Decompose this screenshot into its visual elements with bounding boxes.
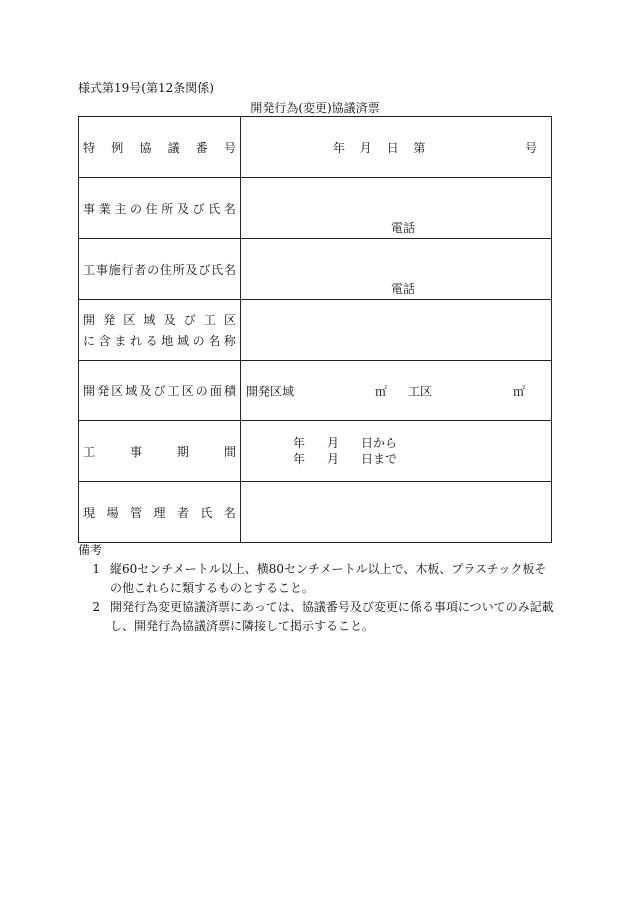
period-label-char: 事 bbox=[129, 444, 142, 459]
owner-label-char: 事 bbox=[83, 201, 96, 216]
owner-label-char: の bbox=[129, 201, 142, 216]
area-name-label-line1-char: 区 bbox=[123, 313, 136, 327]
owner-label-char: 主 bbox=[114, 201, 127, 216]
form-number-label: 様式第19号(第12条関係) bbox=[78, 81, 214, 95]
period-label-char: 期 bbox=[176, 444, 189, 459]
agreement-number-label-char: 例 bbox=[111, 140, 124, 155]
agreement-number-label-char: 番 bbox=[195, 140, 208, 155]
manager-label-char: 現 bbox=[83, 505, 96, 520]
area-name-label-line2-char: の bbox=[192, 334, 205, 348]
work-area-unit: ㎡ bbox=[513, 384, 526, 398]
row-area-size bbox=[79, 361, 552, 421]
owner-label-char: 及 bbox=[176, 201, 189, 216]
agreement-number-label-char: 号 bbox=[223, 140, 236, 155]
notes-heading: 備考 bbox=[78, 543, 103, 557]
label-contractor bbox=[79, 239, 241, 300]
label-site-manager bbox=[79, 482, 241, 543]
label-owner bbox=[79, 178, 241, 239]
agreement-number-label-char: 協 bbox=[139, 140, 152, 155]
row-construction-period bbox=[79, 421, 552, 482]
manager-label-char: 者 bbox=[176, 505, 189, 520]
value-site-manager bbox=[241, 482, 552, 543]
label-area-name bbox=[79, 300, 241, 361]
area-name-label-line2-char: ま bbox=[114, 334, 127, 348]
form-title: 開発行為(変更)協議済票 bbox=[250, 101, 380, 115]
value-owner bbox=[241, 178, 552, 239]
owner-label-char: 氏 bbox=[208, 201, 221, 216]
value-construction-period bbox=[241, 421, 552, 482]
label-area-size bbox=[79, 361, 241, 421]
area-name-label-line2-char: 域 bbox=[176, 334, 189, 348]
owner-label-char: 名 bbox=[223, 201, 236, 216]
area-name-label-line1-char: 開 bbox=[83, 313, 96, 327]
owner-label-char: 住 bbox=[145, 201, 158, 216]
area-name-label-line1-char: 発 bbox=[103, 313, 116, 327]
area-name-label-line2-char: 地 bbox=[161, 334, 174, 348]
area-name-label-line1-char: 域 bbox=[143, 313, 156, 327]
contractor-label-text: 工事施行者の住所及び氏名 bbox=[83, 262, 236, 277]
area-size-label-text: 開発区域及び工区の面積 bbox=[83, 384, 236, 398]
value-area-name bbox=[241, 300, 552, 361]
dev-area-unit: ㎡ bbox=[375, 384, 388, 398]
contractor-phone-label: 電話 bbox=[391, 282, 416, 296]
area-name-label-line1-char: 区 bbox=[223, 313, 236, 327]
row-owner bbox=[79, 178, 552, 239]
note-item: 2 開発行為変更協議済票にあっては、協議番号及び変更に係る事項についてのみ記載し、開発行為協議済票に隣接して掲示すること。 bbox=[92, 600, 554, 633]
area-name-label-line2-char: る bbox=[145, 334, 158, 348]
manager-label-char: 管 bbox=[129, 505, 142, 520]
area-name-label-line2-char: に bbox=[83, 334, 96, 348]
area-name-label-line2-char: 称 bbox=[223, 334, 236, 348]
value-contractor bbox=[241, 239, 552, 300]
period-start: 年 月 日から bbox=[293, 436, 398, 450]
value-agreement-number bbox=[241, 117, 552, 178]
dai-mark: 第 bbox=[413, 140, 426, 155]
area-name-label-line1-char: 及 bbox=[163, 313, 176, 327]
agreement-number-label-char: 議 bbox=[167, 140, 180, 155]
value-area-size bbox=[241, 361, 552, 421]
year-mark: 年 bbox=[333, 140, 346, 155]
manager-label-char: 場 bbox=[106, 505, 119, 520]
work-area-label: 工区 bbox=[408, 384, 433, 398]
row-site-manager bbox=[79, 482, 552, 543]
sign-form-table bbox=[78, 116, 552, 543]
period-end: 年 月 日まで bbox=[293, 452, 398, 466]
notes-section bbox=[78, 541, 558, 636]
manager-label-char: 名 bbox=[223, 505, 236, 520]
label-construction-period bbox=[79, 421, 241, 482]
area-name-label-line2-char: れ bbox=[129, 334, 142, 348]
row-area-name bbox=[79, 300, 552, 361]
month-mark: 月 bbox=[359, 140, 372, 155]
row-agreement-number bbox=[79, 117, 552, 178]
owner-label-char: 所 bbox=[161, 201, 174, 216]
agreement-number-label-char: 特 bbox=[83, 140, 96, 155]
day-mark: 日 bbox=[386, 140, 399, 155]
area-name-label-line2-char: 含 bbox=[98, 334, 111, 348]
area-name-label-line2-char: 名 bbox=[208, 334, 221, 348]
manager-label-char: 理 bbox=[153, 505, 166, 520]
area-name-label-line1-char: 工 bbox=[203, 313, 216, 327]
owner-label-char: び bbox=[192, 201, 205, 216]
note-item: 1 縦60センチメートル以上、横80センチメートル以上で、木板、プラスチック板その他これらに類するものとすること。 bbox=[92, 562, 547, 595]
owner-label-char: 業 bbox=[98, 201, 111, 216]
go-mark: 号 bbox=[524, 140, 537, 155]
dev-area-label: 開発区域 bbox=[246, 384, 295, 398]
manager-label-char: 氏 bbox=[200, 505, 213, 520]
area-name-label-line1-char: び bbox=[183, 313, 196, 327]
owner-phone-label: 電話 bbox=[391, 221, 416, 235]
label-agreement-number bbox=[79, 117, 241, 178]
period-label-char: 工 bbox=[83, 444, 96, 459]
period-label-char: 間 bbox=[223, 444, 236, 459]
row-contractor bbox=[79, 239, 552, 300]
